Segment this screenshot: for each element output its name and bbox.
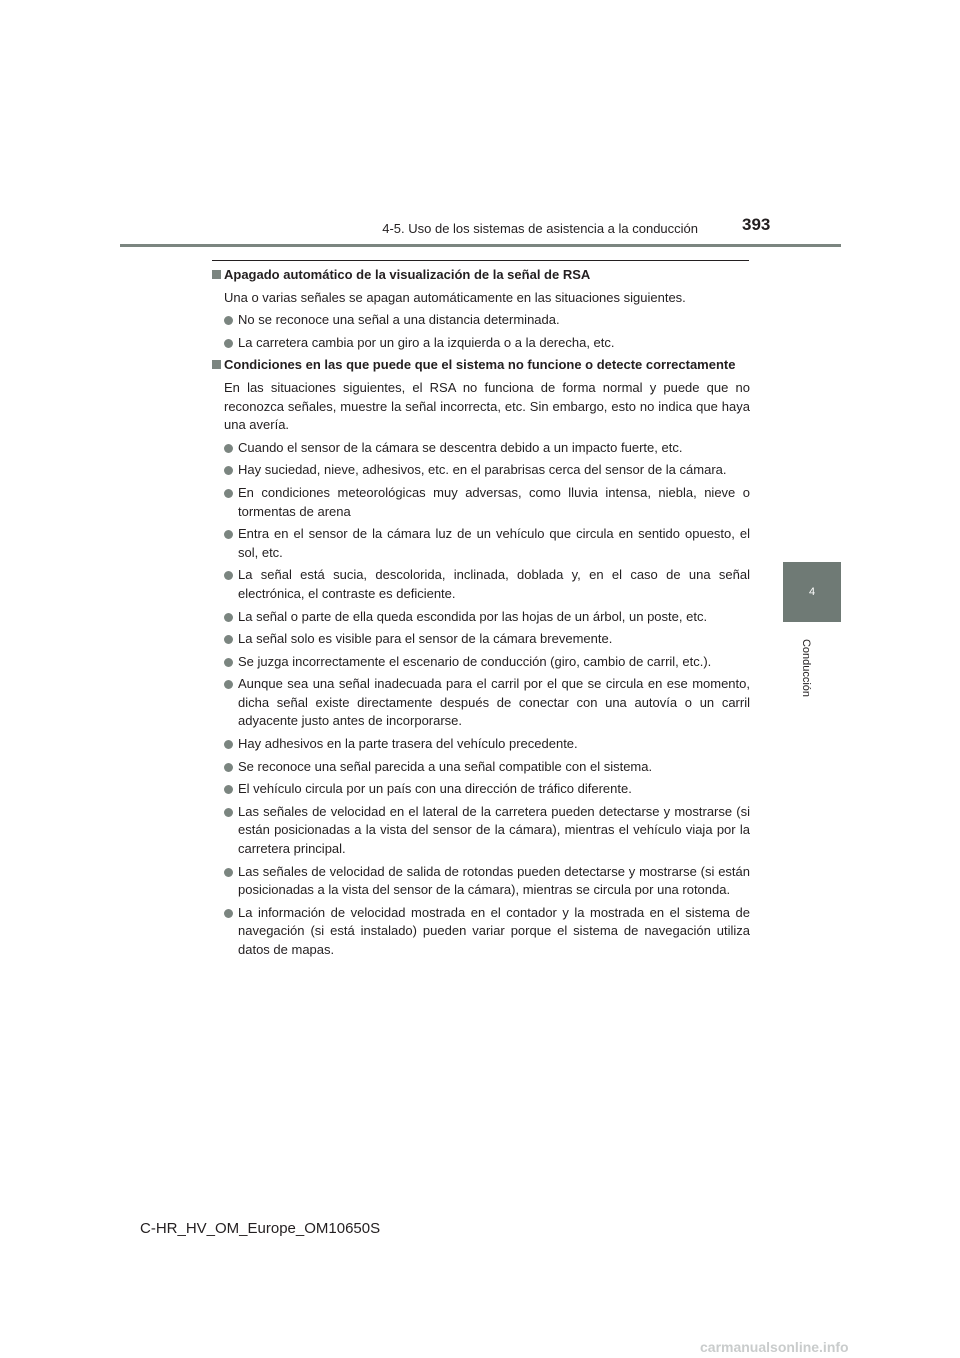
circle-bullet-icon <box>224 658 233 667</box>
list-item <box>212 653 750 672</box>
circle-bullet-icon <box>224 635 233 644</box>
list-item <box>212 675 750 731</box>
list-item <box>212 758 750 777</box>
section-intro: Una o varias señales se apagan automáticamente en las situaciones siguientes. <box>224 289 686 305</box>
section-title: 4-5. Uso de los sistemas de asistencia a la conducción <box>382 221 698 236</box>
square-bullet-icon <box>212 360 221 369</box>
list-item-text: En condiciones meteorológicas muy adversas, como lluvia intensa, niebla, nieve o tormentas de arena <box>238 484 750 519</box>
circle-bullet-icon <box>224 489 233 498</box>
list-item <box>212 461 750 480</box>
list-item <box>212 904 750 960</box>
list-item <box>212 311 750 330</box>
list-item <box>212 803 750 859</box>
list-item-text: La señal está sucia, descolorida, inclinada, doblada y, en el caso de una señal electrónica, el contraste es deficiente. <box>238 567 750 601</box>
list-item <box>212 630 750 649</box>
list-item-text: Entra en el sensor de la cámara luz de un vehículo que circula en sentido opuesto, el sol, etc. <box>238 526 750 560</box>
list-item-text: La carretera cambia por un giro a la izquierda o a la derecha, etc. <box>238 334 615 350</box>
list-item-text: Hay suciedad, nieve, adhesivos, etc. en el parabrisas cerca del sensor de la cámara. <box>238 462 727 478</box>
circle-bullet-icon <box>224 808 233 817</box>
list-item <box>212 608 750 627</box>
circle-bullet-icon <box>224 909 233 918</box>
watermark: carmanualsonline.info <box>700 1339 849 1355</box>
circle-bullet-icon <box>224 740 233 749</box>
circle-bullet-icon <box>224 530 233 539</box>
list-item-text: No se reconoce una señal a una distancia determinada. <box>238 312 560 328</box>
content-rule <box>212 260 749 261</box>
circle-bullet-icon <box>224 763 233 772</box>
list-item-text: Cuando el sensor de la cámara se descentra debido a un impacto fuerte, etc. <box>238 439 683 455</box>
chapter-tab: 4 <box>783 562 841 622</box>
list-item-text: Aunque sea una señal inadecuada para el carril por el que se circula en ese momento, dicha señal existe directamente después de conectar con una autovía o un carril adyacente justo antes de incorporarse. <box>238 676 750 729</box>
header-rule <box>120 244 841 247</box>
circle-bullet-icon <box>224 785 233 794</box>
list-item-text: La señal o parte de ella queda escondida por las hojas de un árbol, un poste, etc. <box>238 608 708 624</box>
list-item-text: Hay adhesivos en la parte trasera del vehículo precedente. <box>238 736 578 752</box>
list-item-text: Las señales de velocidad en el lateral de la carretera pueden detectarse y mostrarse (si están posicionadas a la vista del sensor de la cámara), mientras el vehículo viaja por la carretera principal. <box>238 803 750 857</box>
page-header <box>0 0 960 250</box>
circle-bullet-icon <box>224 444 233 453</box>
list-item-text: Se juzga incorrectamente el escenario de conducción (giro, cambio de carril, etc.). <box>238 653 712 669</box>
circle-bullet-icon <box>224 868 233 877</box>
square-bullet-icon <box>212 270 221 279</box>
list-item-text: La información de velocidad mostrada en el contador y la mostrada en el sistema de navegación (si está instalado) pueden variar porque el sistema de navegación utiliza datos de mapas. <box>238 904 750 957</box>
page-number: 393 <box>742 215 771 234</box>
circle-bullet-icon <box>224 316 233 325</box>
document-code: C-HR_HV_OM_Europe_OM10650S <box>140 1220 381 1237</box>
circle-bullet-icon <box>224 466 233 475</box>
circle-bullet-icon <box>224 339 233 348</box>
list-item-text: La señal solo es visible para el sensor de la cámara brevemente. <box>238 631 613 647</box>
list-item-text: Se reconoce una señal parecida a una señal compatible con el sistema. <box>238 758 653 774</box>
list-item-text: El vehículo circula por un país con una dirección de tráfico diferente. <box>238 781 632 797</box>
list-item <box>212 566 750 603</box>
list-item <box>212 439 750 458</box>
section-heading-text: Apagado automático de la visualización de la señal de RSA <box>224 267 591 282</box>
chapter-label: Conducción <box>800 638 812 698</box>
section-heading-text: Condiciones en las que puede que el sistema no funcione o detecte correctamente <box>224 357 736 373</box>
list-item <box>212 334 750 353</box>
list-item <box>212 863 750 900</box>
page-content <box>212 266 750 964</box>
list-item <box>212 780 750 799</box>
list-item-text: Las señales de velocidad de salida de rotondas pueden detectarse y mostrarse (si están posicionadas a la vista del sensor de la cámara), mientras se circula por una rotonda. <box>238 863 750 898</box>
list-item <box>212 525 750 562</box>
section-heading <box>212 266 750 285</box>
section-intro: En las situaciones siguientes, el RSA no funciona de forma normal y puede que no reconozca señales, muestre la señal incorrecta, etc. Sin embargo, esto no indica que haya una avería. <box>224 379 750 433</box>
circle-bullet-icon <box>224 680 233 689</box>
circle-bullet-icon <box>224 613 233 622</box>
list-item <box>212 735 750 754</box>
list-item <box>212 484 750 521</box>
circle-bullet-icon <box>224 571 233 580</box>
section-heading <box>212 356 750 375</box>
